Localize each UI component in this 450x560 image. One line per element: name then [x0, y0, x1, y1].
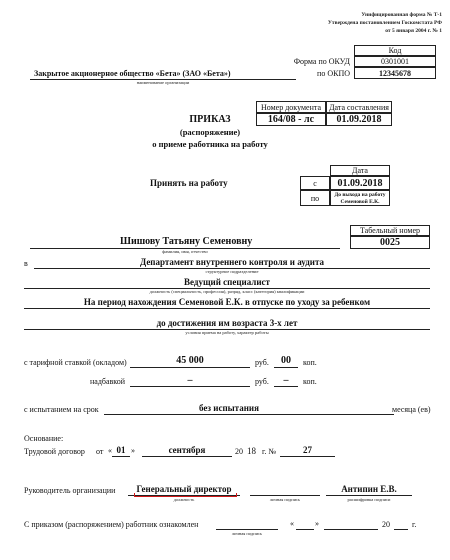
okud-value: 0301001 — [354, 56, 436, 67]
signature-head-label: Руководитель организации — [24, 486, 116, 495]
codes-header: Код — [354, 45, 436, 56]
basis-label: Основание: — [24, 434, 64, 443]
acquainted-year-suffix: г. — [412, 520, 417, 529]
tabnum-header: Табельный номер — [350, 225, 430, 236]
employee-name: Шишову Татьяну Семеновну — [120, 236, 253, 247]
salary-bonus-kop: – — [283, 375, 289, 386]
basis-number-underline — [280, 456, 335, 457]
salary-rub-label: руб. — [255, 358, 269, 367]
acquainted-year-line — [394, 529, 408, 530]
salary-bonus-rub: – — [187, 375, 193, 386]
conditions-underline-1 — [24, 308, 430, 309]
form-line-1: Унифицированная форма № Т-1 — [361, 12, 442, 18]
signature-decoding: Антипин Е.В. — [341, 484, 397, 494]
tabnum-value: 0025 — [350, 236, 430, 249]
form-line-3: от 5 января 2004 г. № 1 — [385, 28, 442, 34]
conditions-caption: условия приема на работу, характер работы — [185, 330, 269, 335]
salary-rate-rub: 45 000 — [176, 355, 204, 366]
hire-from-value: 01.09.2018 — [330, 176, 390, 190]
hire-to-value-line1: До выхода на работу — [334, 192, 386, 198]
salary-bonus-kop-label: коп. — [303, 377, 317, 386]
document-subtitle: (распоряжение) — [179, 127, 241, 137]
basis-day-underline — [112, 456, 130, 457]
signature-sign-caption: личная подпись — [269, 497, 301, 502]
acquainted-quote-close: » — [315, 519, 319, 528]
basis-contract-label: Трудовой договор — [24, 447, 85, 456]
okpo-value: 12345678 — [354, 67, 436, 79]
basis-from-word: от — [96, 447, 104, 456]
salary-kop-underline — [274, 367, 298, 368]
conditions-line-2: до достижения им возраста 3-х лет — [156, 318, 298, 328]
basis-month-underline — [142, 456, 232, 457]
signature-sign-line — [250, 495, 320, 496]
signature-decoding-caption: расшифровка подписи — [347, 497, 391, 502]
hire-to-value-line2: Семеновой Е.К. — [340, 199, 380, 205]
probation-value: без испытания — [199, 403, 259, 413]
position-caption: должность (специальность, профессия), разряд, класс (категория) квалификации — [149, 289, 305, 294]
basis-month: сентября — [168, 445, 206, 455]
salary-bonus-label: надбавкой — [90, 377, 126, 386]
salary-bonus-kop-underline — [274, 386, 298, 387]
hire-from-label: с — [300, 176, 330, 190]
document-title: ПРИКАЗ — [189, 114, 231, 125]
salary-kop-label: коп. — [303, 358, 317, 367]
signature-position: Генеральный директор — [136, 484, 232, 494]
acquainted-year-prefix: 20 — [382, 520, 390, 529]
salary-rate-underline — [130, 367, 250, 368]
signature-decoding-underline — [326, 495, 412, 496]
salary-rate-label: с тарифной ставкой (окладом) — [24, 358, 127, 367]
department-caption: структурное подразделение — [205, 269, 259, 274]
acquainted-month-line — [324, 529, 378, 530]
probation-label: с испытанием на срок — [24, 405, 99, 414]
position-name: Ведущий специалист — [184, 277, 270, 287]
hire-label: Принять на работу — [150, 178, 228, 188]
salary-rate-kop: 00 — [281, 355, 291, 366]
basis-year: 18 — [247, 446, 256, 456]
okpo-label: по ОКПО — [317, 69, 350, 78]
basis-quote-open: « — [108, 446, 112, 455]
basis-year-prefix: 20 — [235, 447, 243, 456]
doc-date-header: Дата составления — [326, 101, 392, 113]
hire-to-value — [330, 190, 390, 206]
department-name: Департамент внутреннего контроля и аудита — [140, 257, 324, 267]
acquainted-sign-caption: личная подпись — [231, 531, 263, 536]
basis-g-label: г. № — [262, 447, 277, 456]
hire-to-label: по — [300, 190, 330, 206]
basis-day: 01 — [116, 445, 126, 455]
salary-bonus-underline — [130, 386, 250, 387]
okud-label: Форма по ОКУД — [293, 57, 350, 66]
salary-bonus-rub-label: руб. — [255, 377, 269, 386]
acquainted-sign-line — [216, 529, 278, 530]
organization-caption: наименование организации — [136, 80, 190, 85]
acquainted-quote-open: « — [290, 519, 294, 528]
employee-name-caption: фамилия, имя, отчество — [162, 249, 208, 254]
basis-number: 27 — [303, 445, 312, 455]
hire-date-header: Дата — [330, 165, 390, 176]
conditions-line-1: На период нахождения Семеновой Е.К. в отпуске по уходу за ребенком — [83, 297, 371, 307]
department-in-label: в — [24, 259, 28, 268]
doc-date: 01.09.2018 — [326, 113, 392, 126]
signature-position-caption: должность — [173, 497, 195, 502]
basis-quote-close: » — [131, 446, 135, 455]
form-line-2: Утверждена постановлением Госкомстата РФ — [327, 20, 442, 26]
doc-number: 164/08 - лс — [256, 113, 326, 126]
probation-unit: месяца (ев) — [392, 405, 431, 414]
document-about: о приеме работника на работу — [152, 139, 268, 149]
acquainted-label: С приказом (распоряжением) работник ознакомлен — [24, 520, 199, 529]
organization-name: Закрытое акционерное общество «Бета» (ЗАО «Бета») — [34, 69, 231, 78]
doc-number-header: Номер документа — [256, 101, 326, 113]
probation-underline — [104, 414, 394, 415]
acquainted-day-line — [296, 529, 314, 530]
